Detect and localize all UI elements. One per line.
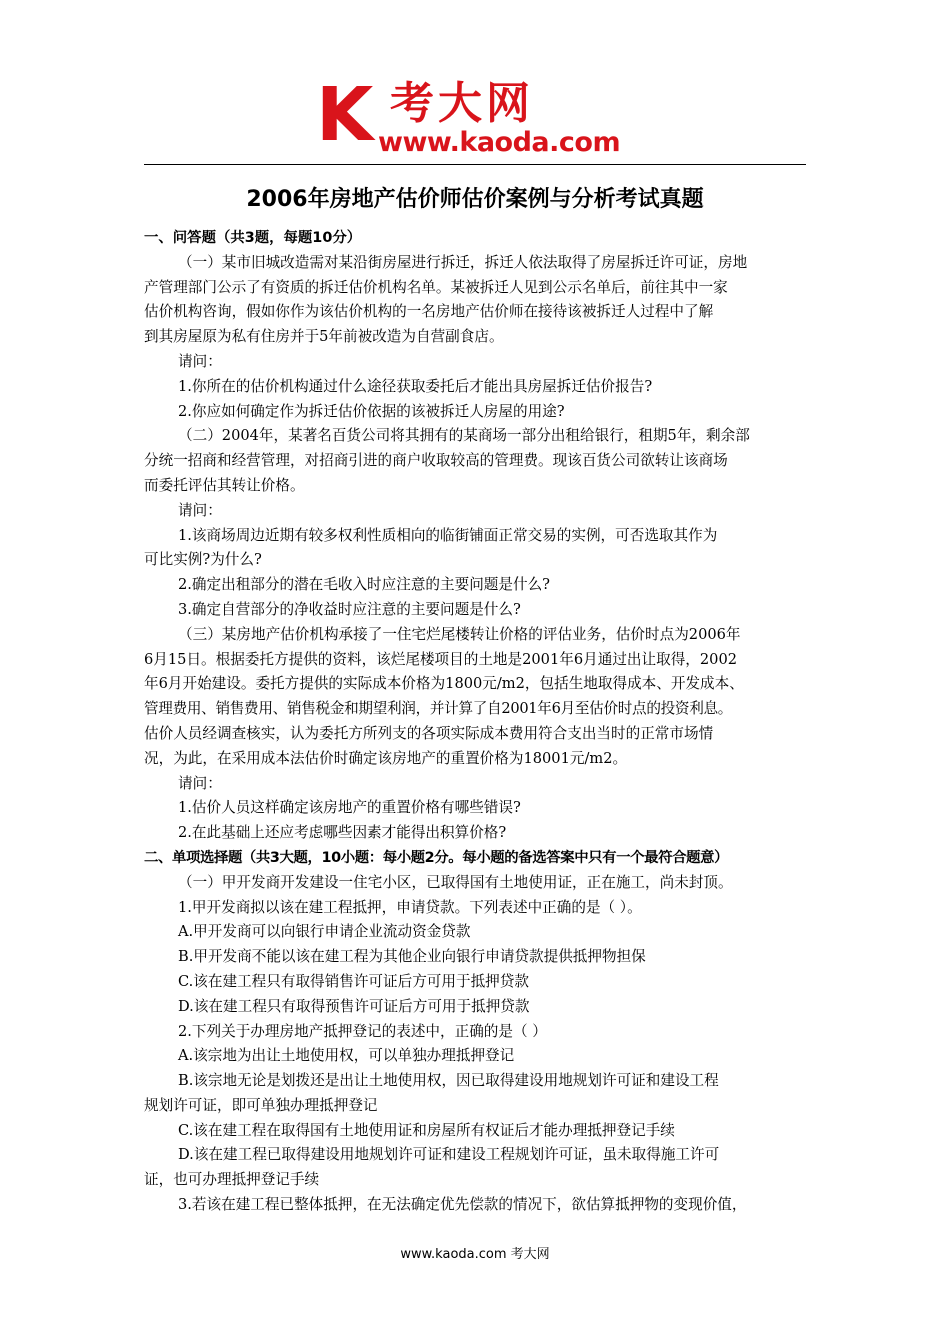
text-line: 估价人员经调查核实，认为委托方所列支的各项实际成本费用符合支出当时的正常市场情 (144, 724, 714, 742)
text-line: （一）某市旧城改造需对某沿街房屋进行拆迁，拆迁人依法取得了房屋拆迁许可证，房地 (178, 253, 748, 271)
text-line: 况，为此，在采用成本法估价时确定该房地产的重置价格为18001元/m2。 (144, 749, 628, 767)
text-line: C.该在建工程在取得国有土地使用证和房屋所有权证后才能办理抵押登记手续 (178, 1121, 675, 1139)
text-line: （三）某房地产估价机构承接了一住宅烂尾楼转让价格的评估业务，估价时点为2006年 (178, 625, 741, 643)
text-line: 分统一招商和经营管理，对招商引进的商户收取较高的管理费。现该百货公司欲转让该商场 (144, 452, 728, 470)
section-heading-2: 二、单项选择题（共3大题，10小题：每小题2分。每小题的备选答案中只有一个最符合题意） (144, 849, 729, 866)
section-heading-1: 一、问答题（共3题，每题10分） (144, 230, 362, 246)
text-line: 到其房屋原为私有住房并于5年前被改造为自营副食店。 (144, 328, 504, 346)
logo-letter: K (316, 72, 370, 158)
document-title: 2006年房地产估价师估价案例与分析考试真题 (246, 187, 704, 212)
text-line: C.该在建工程只有取得销售许可证后方可用于抵押贷款 (178, 972, 529, 990)
text-line: 管理费用、销售费用、销售税金和期望利润，并计算了自2001年6月至估价时点的投资利息。 (144, 700, 733, 718)
text-line: 2.在此基础上还应考虑哪些因素才能得出积算价格? (178, 824, 507, 842)
text-line: 1.该商场周边近期有较多权利性质相向的临街铺面正常交易的实例，可否选取其作为 (178, 526, 718, 544)
text-line: 请问： (178, 774, 222, 792)
text-line: A.甲开发商可以向银行申请企业流动资金贷款 (178, 923, 471, 941)
text-line: 而委托评估其转让价格。 (144, 476, 305, 494)
text-line: 3.确定自营部分的净收益时应注意的主要问题是什么? (178, 600, 521, 618)
text-line: 请问： (178, 352, 222, 370)
text-line: 2.你应如何确定作为拆迁估价依据的该被拆迁人房屋的用途? (178, 402, 565, 420)
text-line: 3.若该在建工程已整体抵押，在无法确定优先偿款的情况下，欲估算抵押物的变现价值， (178, 1196, 747, 1214)
text-line: D.该在建工程已取得建设用地规划许可证和建设工程规划许可证，虽未取得施工许可 (178, 1146, 720, 1164)
text-line: 1.甲开发商拟以该在建工程抵押，申请贷款。下列表述中正确的是（ ）。 (178, 898, 642, 916)
text-line: （一）甲开发商开发建设一住宅小区，已取得国有土地使用证，正在施工，尚未封顶。 (178, 873, 733, 891)
text-line: 产管理部门公示了有资质的拆迁估价机构名单。某被拆迁人见到公示名单后，前往其中一家 (144, 278, 728, 296)
text-line: 1.估价人员这样确定该房地产的重置价格有哪些错误? (178, 799, 521, 817)
kaoda-logo (316, 72, 646, 160)
text-line: 可比实例?为什么? (144, 551, 262, 569)
text-line: 估价机构咨询，假如你作为该估价机构的一名房地产估价师在接待该被拆迁人过程中了解 (144, 303, 714, 321)
header-divider (144, 164, 806, 165)
text-line: D.该在建工程只有取得预售许可证后方可用于抵押贷款 (178, 997, 530, 1015)
text-line: 2.确定出租部分的潜在毛收入时应注意的主要问题是什么? (178, 576, 551, 594)
text-line: 2.下列关于办理房地产抵押登记的表述中，正确的是（ ） (178, 1022, 547, 1040)
text-line: 1.你所在的估价机构通过什么途径获取委托后才能出具房屋拆迁估价报告? (178, 377, 653, 395)
text-line: B.甲开发商不能以该在建工程为其他企业向银行申请贷款提供抵押物担保 (178, 948, 646, 966)
text-line: 请问： (178, 501, 222, 519)
text-line: 规划许可证，即可单独办理抵押登记 (144, 1096, 378, 1114)
page-footer: www.kaoda.com 考大网 (400, 1247, 550, 1262)
text-line: 年6月开始建设。委托方提供的实际成本价格为1800元/m2，包括生地取得成本、开发成本、 (144, 675, 744, 693)
document-body (144, 226, 816, 1218)
text-line: （二）2004年，某著名百货公司将其拥有的某商场一部分出租给银行，租期5年，剩余部 (178, 427, 750, 445)
logo-chinese-name: 考大网 (390, 78, 534, 129)
text-line: 6月15日。根据委托方提供的资料，该烂尾楼项目的土地是2001年6月通过出让取得，2002 (144, 650, 738, 668)
text-line: 证，也可办理抵押登记手续 (144, 1171, 320, 1189)
logo-url: www.kaoda.com (378, 127, 621, 158)
text-line: A.该宗地为出让土地使用权，可以单独办理抵押登记 (178, 1047, 515, 1065)
text-line: B.该宗地无论是划拨还是出让土地使用权，因已取得建设用地规划许可证和建设工程 (178, 1072, 719, 1090)
